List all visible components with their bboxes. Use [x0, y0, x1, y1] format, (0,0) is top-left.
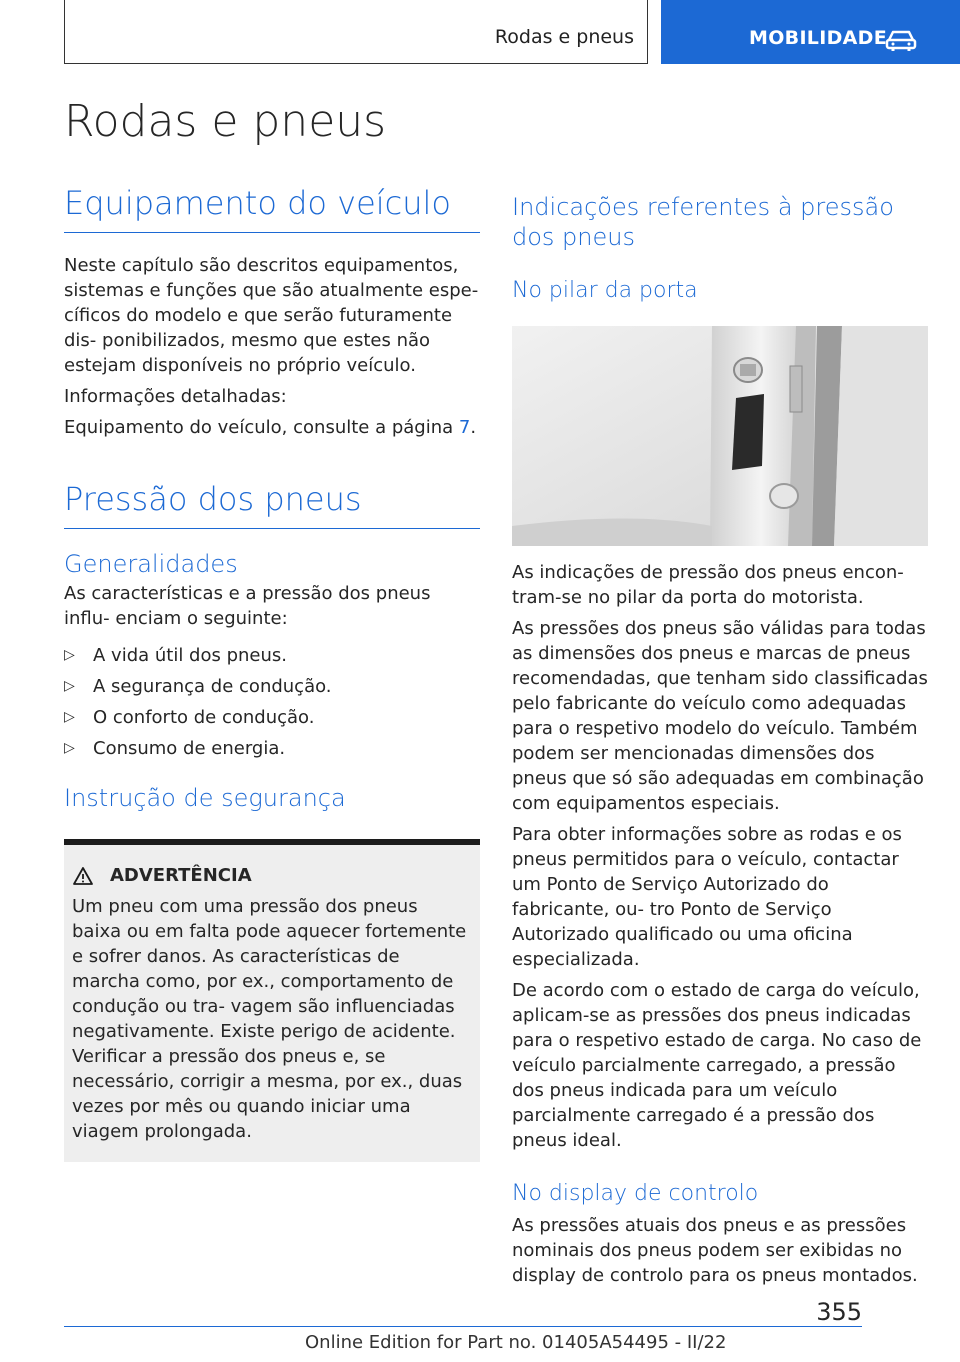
display-heading: No display de controlo: [512, 1181, 759, 1206]
warning-triangle-icon: [72, 866, 94, 886]
left-column: [64, 184, 480, 1162]
bullet-triangle-icon: ▷: [64, 678, 75, 694]
safety-heading: Instrução de segurança: [64, 784, 346, 812]
warning-text: Um pneu com uma pressão dos pneus baixa ou em falta pode aquecer fortemente e sofrer danos. As características de marcha como, por ex., comportamento de condução ou tra- vagem são influenciadas negativamente. Existe perigo de acidente. Verificar a pressão dos pneus e, se necessário, corrigir a mesma, por ex., duas vezes por mês ou quando iniciar uma viagem prolongada.: [72, 896, 467, 1142]
footer-edition: Online Edition for Part no. 01405A54495 - II/22: [305, 1332, 727, 1353]
display-text: As pressões atuais dos pneus e as pressões nominais dos pneus podem ser exibidas no display de controlo para os pneus montados.: [512, 1215, 918, 1286]
header-section-title: Rodas e pneus: [494, 26, 634, 48]
pressure-heading: Pressão dos pneus: [64, 480, 480, 529]
warning-header: [72, 865, 472, 886]
warning-title: ADVERTÊNCIA: [110, 865, 252, 886]
chapter-label: MOBILIDADE: [749, 27, 888, 49]
general-heading: Generalidades: [64, 550, 238, 578]
pillar-heading: No pilar da porta: [512, 278, 698, 303]
bullet-triangle-icon: ▷: [64, 647, 75, 663]
bullet-triangle-icon: ▷: [64, 709, 75, 725]
list-item: ▷ A vida útil dos pneus.: [64, 645, 288, 666]
footer-divider: [64, 1326, 862, 1327]
right-column: [512, 184, 928, 1288]
pillar-text-4: De acordo com o estado de carga do veículo, aplicam-se as pressões dos pneus indicadas para o respetivo estado de carga. No caso de veículo parcialmente carregado, a pressão dos pneus indicada para um veículo parcialmente carregado é a pressão dos pneus ideal.: [512, 980, 922, 1151]
page-number: 355: [816, 1298, 862, 1326]
bullet-triangle-icon: ▷: [64, 740, 75, 756]
list-item: ▷ O conforto de condução.: [64, 707, 315, 728]
page-link[interactable]: 7: [458, 417, 471, 438]
car-icon: [885, 28, 917, 52]
door-pillar-photo: [512, 326, 928, 546]
page-title: Rodas e pneus: [64, 96, 387, 147]
list-item: ▷ Consumo de energia.: [64, 738, 286, 759]
pillar-text-3: Para obter informações sobre as rodas e os pneus permitidos para o veículo, contactar um Ponto de Serviço Autorizado do fabricante, ou- tro Ponto de Serviço Autorizado qualificado ou uma oficina especializada.: [512, 824, 902, 970]
equipment-heading: Equipamento do veículo: [64, 184, 480, 233]
equipment-reference: Equipamento do veículo, consulte a página 7.: [64, 417, 477, 438]
equipment-text: Neste capítulo são descritos equipamentos, sistemas e funções que são atualmente espe- cíficos do modelo e que serão futuramente dis- ponibilizados, mesmo que estes não estejam disponíveis no próprio veículo.: [64, 255, 479, 376]
indications-heading: Indicações referentes à pressão dos pneus: [512, 193, 894, 251]
pillar-text-1: As indicações de pressão dos pneus encon- tram-se no pilar da porta do motorista.: [512, 562, 904, 608]
info-label: Informações detalhadas:: [64, 386, 287, 407]
list-item: ▷ A segurança de condução.: [64, 676, 332, 697]
general-text: As características e a pressão dos pneus influ- enciam o seguinte:: [64, 583, 431, 629]
pillar-text-2: As pressões dos pneus são válidas para todas as dimensões dos pneus e marcas de pneus recomendadas, que tenham sido classificadas pelo fabricante do veículo como adequadas para o respetivo modelo do veículo. Também podem ser mencionadas dimensões dos pneus que só são adequadas em combinação com equipamentos especiais.: [512, 618, 928, 814]
header-chapter-tab[interactable]: [661, 0, 960, 64]
warning-box: [64, 839, 480, 1162]
